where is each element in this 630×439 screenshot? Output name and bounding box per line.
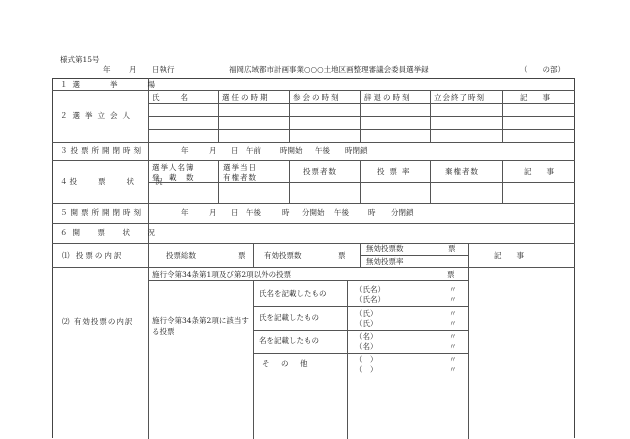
column-divider: [430, 160, 431, 203]
count-hour2: 時: [368, 208, 376, 217]
header-month: 月: [129, 65, 137, 74]
header-day-exec: 日執行: [152, 65, 175, 74]
sub-row-divider: [253, 306, 468, 307]
poll-close: 時閉鎖: [345, 146, 368, 155]
column-divider: [148, 243, 149, 439]
column-divider: [360, 160, 361, 203]
col-header-remarks: 記 事: [520, 93, 550, 102]
invalid-rate-label: 無効投票率: [366, 257, 404, 266]
unit: 票: [338, 251, 346, 260]
poll-year: 年: [181, 146, 189, 155]
poll-open: 時開始: [280, 146, 303, 155]
unit: 票: [238, 251, 246, 260]
count-year: 年: [181, 208, 189, 217]
sub-row-divider: [148, 103, 575, 104]
col-header-name: 氏 名: [152, 93, 190, 102]
row-label-count-status: ６開 票 状 況: [60, 228, 160, 237]
item-line: （氏）: [355, 309, 378, 318]
col-header-appointed: 選任の時期: [222, 93, 270, 102]
column-divider: [289, 90, 290, 142]
ditto-mark: 〃: [449, 309, 457, 318]
column-divider: [347, 280, 348, 439]
col-header-attended: 参会の時刻: [293, 93, 341, 102]
sub-row-divider: [253, 353, 468, 354]
unit: 票: [448, 244, 456, 253]
row-divider: [52, 142, 575, 143]
remarks-label: 記 事: [494, 251, 524, 260]
sub-row-divider: [148, 129, 575, 130]
column-divider: [253, 280, 254, 439]
item-line: （名）: [355, 332, 378, 341]
count-pm: 午後: [334, 208, 349, 217]
ditto-mark: 〃: [449, 332, 457, 341]
column-divider: [253, 243, 254, 267]
ditto-mark: 〃: [449, 295, 457, 304]
column-divider: [468, 243, 469, 267]
item-line: （ ）: [355, 355, 378, 364]
total-votes-label: 投票総数: [166, 251, 196, 260]
col-header-abstained: 棄権者数: [445, 167, 479, 176]
column-divider: [289, 160, 290, 203]
count-day-pm: 日 午後: [231, 208, 261, 217]
valid-votes-label: 有効投票数: [264, 251, 302, 260]
ditto-mark: 〃: [449, 342, 457, 351]
column-divider: [502, 160, 503, 203]
row-label-voting-status: ４投 票 状 況: [60, 177, 165, 186]
item-line: （氏）: [355, 319, 378, 328]
col-header-withdrew: 辞退の時刻: [364, 93, 412, 102]
item-other: そ の 他: [262, 359, 310, 368]
row-label-polling-place: １選 挙 場: [60, 80, 160, 89]
count-close: 分閉鎖: [391, 208, 414, 217]
sub-row-divider: [253, 330, 468, 331]
row-divider: [52, 90, 575, 91]
item-line: （ ）: [355, 365, 378, 374]
col-header-remarks-4: 記 事: [524, 167, 554, 176]
ditto-mark: 〃: [449, 355, 457, 364]
col-header-eligible: 選挙当日 有権者数: [223, 163, 257, 182]
ditto-mark: 〃: [449, 365, 457, 374]
column-divider: [502, 90, 503, 142]
column-divider: [360, 90, 361, 142]
row-divider: [52, 203, 575, 204]
column-divider: [218, 160, 219, 203]
item-surname: 氏を記載したもの: [259, 313, 319, 322]
count-open: 分開始: [302, 208, 325, 217]
col-header-turnout: 投票率: [377, 167, 415, 176]
column-divider: [430, 90, 431, 142]
form-number: 様式第15号: [60, 55, 100, 64]
document-title: 福岡広域都市計画事業○○○土地区画整理審議会委員選挙録: [229, 65, 429, 74]
section-label: （ の部）: [520, 65, 565, 74]
invalid-votes-label: 無効投票数: [366, 244, 404, 253]
col-header-registered: 選挙人名簿 登 載 数: [152, 163, 195, 182]
sub-label-breakdown: ⑴ 投票の内訳: [62, 251, 124, 260]
poll-pm: 午後: [315, 146, 330, 155]
item-line: （名）: [355, 342, 378, 351]
ditto-mark: 〃: [449, 319, 457, 328]
sub-label-valid-breakdown: ⑵ 有効投票の内訳: [62, 317, 134, 326]
item-givenname: 名を記載したもの: [259, 336, 319, 345]
col-header-voters: 投票者数: [303, 167, 337, 176]
col-header-ended: 立会終了時刻: [434, 93, 485, 102]
row-divider: [52, 223, 575, 224]
poll-month: 月: [209, 146, 217, 155]
row-label-poll-times: ３投票所開閉時刻: [60, 146, 144, 155]
ditto-mark: 〃: [449, 285, 457, 294]
unit: 票: [447, 270, 455, 279]
item-line: （氏名）: [355, 295, 385, 304]
row-divider: [52, 243, 575, 244]
count-hour: 時: [282, 208, 290, 217]
item-fullname: 氏名を記載したもの: [259, 289, 327, 298]
row-divider: [52, 267, 575, 268]
article2-label: 施行令第34条第2項に該当する投票: [152, 316, 249, 336]
column-divider: [468, 267, 469, 439]
header-year: 年: [103, 65, 111, 74]
other-article-label: 施行令第34条第1項及び第2項以外の投票: [152, 270, 292, 279]
sub-row-divider: [148, 182, 575, 183]
row-label-count-times: ５開票所開閉時刻: [60, 208, 144, 217]
sub-row-divider: [148, 280, 468, 281]
sub-row-divider: [148, 116, 575, 117]
count-month: 月: [209, 208, 217, 217]
poll-day-am: 日 午前: [231, 146, 261, 155]
sub-row-divider: [360, 255, 468, 256]
row-label-witnesses: ２選挙立会人: [60, 111, 135, 120]
item-line: （氏名）: [355, 285, 385, 294]
column-divider: [218, 90, 219, 142]
row-divider: [52, 160, 575, 161]
